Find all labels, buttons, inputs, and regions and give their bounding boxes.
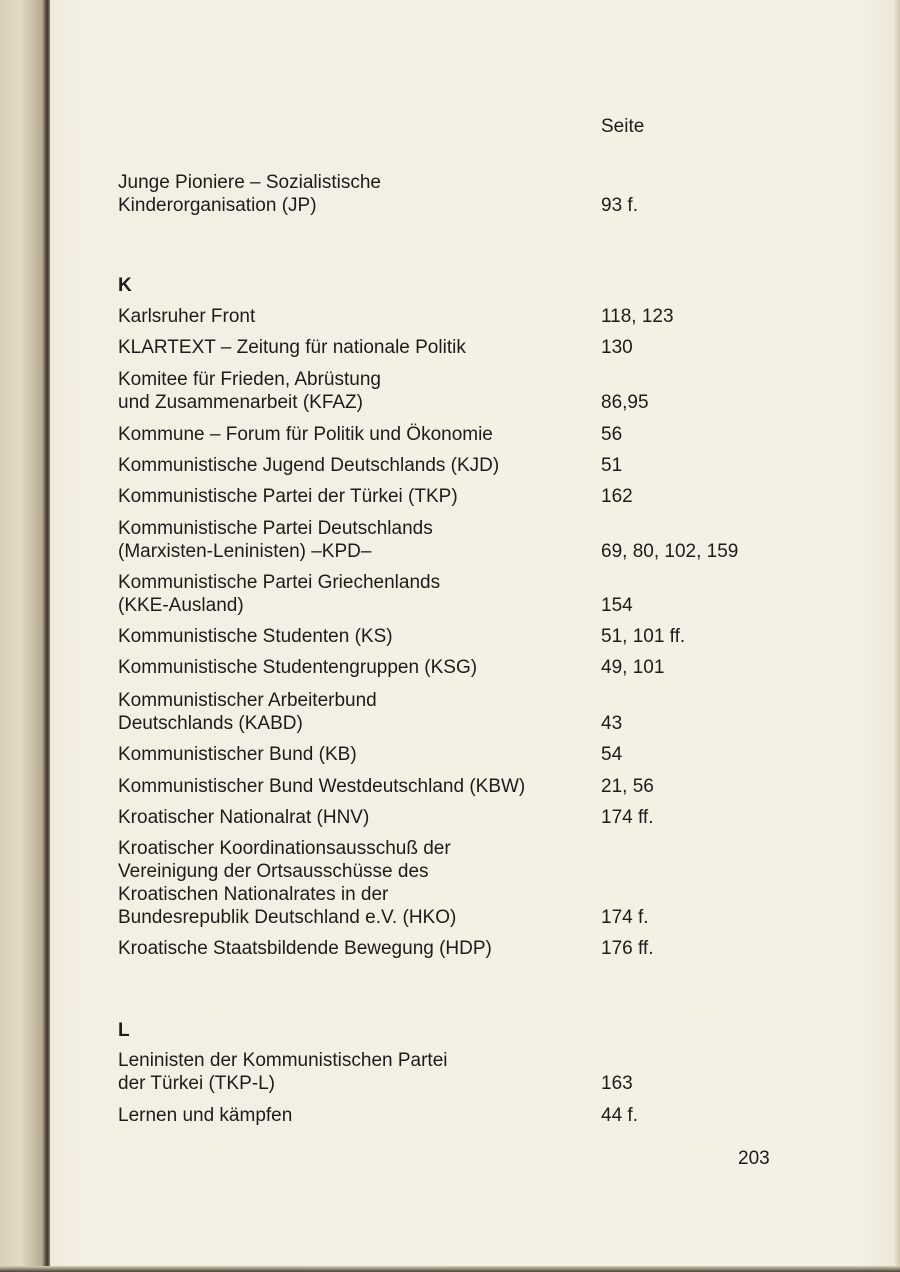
entry-name: [118, 775, 588, 798]
index-entry: [118, 1049, 818, 1095]
entry-pages: 51: [601, 455, 623, 476]
entry-name: [118, 625, 588, 648]
entry-pages: 56: [601, 424, 623, 445]
entry-name: [118, 517, 588, 563]
entry-name: [118, 571, 588, 617]
entry-name-line: Kroatischer Nationalrat (HNV): [118, 807, 370, 828]
entry-pages: 174 f.: [601, 907, 649, 928]
entry-name: [118, 305, 588, 328]
section-letter: L: [118, 1020, 130, 1041]
section-letter: K: [118, 275, 132, 296]
column-header-seite: Seite: [601, 116, 645, 137]
entry-pages: 69, 80, 102, 159: [601, 541, 739, 562]
entry-name-line: Bundesrepublik Deutschland e.V. (HKO): [118, 907, 457, 928]
entry-name-line: Deutschlands (KABD): [118, 713, 303, 734]
index-entry: [118, 937, 818, 960]
book-binding-gutter: [0, 0, 50, 1272]
entry-name-line: Karlsruher Front: [118, 306, 256, 327]
page-bottom-edge: [0, 1266, 900, 1272]
entry-pages: 21, 56: [601, 776, 654, 797]
index-entry: [118, 517, 818, 563]
index-entry: [118, 837, 818, 929]
entry-name-line: Kroatische Staatsbildende Bewegung (HDP): [118, 938, 492, 959]
entry-name: [118, 656, 588, 679]
entry-name-line: Kroatischer Koordinationsausschuß der: [118, 838, 451, 859]
index-entry: [118, 423, 818, 446]
index-entry: [118, 1104, 818, 1127]
entry-name-line: Komitee für Frieden, Abrüstung: [118, 369, 381, 390]
index-entry: [118, 454, 818, 477]
entry-name-line: Kinderorganisation (JP): [118, 195, 317, 216]
index-entry: [118, 571, 818, 617]
entry-name: [118, 423, 588, 446]
entry-name: [118, 171, 588, 217]
index-entry: [118, 305, 818, 328]
entry-pages: 162: [601, 486, 633, 507]
entry-name-line: Kommunistische Partei Deutschlands: [118, 518, 433, 539]
entry-name: [118, 806, 588, 829]
entry-pages: 93 f.: [601, 195, 638, 216]
entry-pages: 44 f.: [601, 1105, 638, 1126]
entry-name: [118, 454, 588, 477]
entry-name: [118, 689, 588, 735]
entry-name: [118, 1049, 588, 1095]
page-number: 203: [738, 1148, 770, 1169]
entry-name-line: Leninisten der Kommunistischen Partei: [118, 1050, 448, 1071]
index-entry: [118, 689, 818, 735]
page-right-edge: [894, 0, 900, 1272]
entry-pages: 118, 123: [601, 306, 674, 327]
entry-pages: 176 ff.: [601, 938, 654, 959]
entry-name-line: Kommunistische Studenten (KS): [118, 626, 393, 647]
index-entry: [118, 656, 818, 679]
entry-name-line: der Türkei (TKP-L): [118, 1073, 275, 1094]
entry-name-line: Kommunistischer Arbeiterbund: [118, 690, 377, 711]
entry-name-line: Kroatischen Nationalrates in der: [118, 884, 389, 905]
entry-name-line: Kommune – Forum für Politik und Ökonomie: [118, 424, 493, 445]
entry-pages: 86,95: [601, 392, 649, 413]
entry-name: [118, 336, 588, 359]
entry-name: [118, 937, 588, 960]
entry-pages: 174 ff.: [601, 807, 654, 828]
entry-name-line: und Zusammenarbeit (KFAZ): [118, 392, 363, 413]
index-entry: [118, 171, 818, 217]
index-entry: [118, 625, 818, 648]
entry-pages: 154: [601, 595, 633, 616]
entry-name-line: Kommunistische Jugend Deutschlands (KJD): [118, 455, 500, 476]
index-entry: [118, 368, 818, 414]
entry-name-line: Kommunistischer Bund Westdeutschland (KBW): [118, 776, 526, 797]
entry-name-line: Kommunistische Partei der Türkei (TKP): [118, 486, 458, 507]
entry-name: [118, 743, 588, 766]
index-entry: [118, 485, 818, 508]
index-entry: [118, 336, 818, 359]
entry-name-line: (Marxisten-Leninisten) –KPD–: [118, 541, 372, 562]
entry-name: [118, 837, 588, 929]
entry-pages: 163: [601, 1073, 633, 1094]
entry-name: [118, 368, 588, 414]
entry-name-line: Vereinigung der Ortsausschüsse des: [118, 861, 429, 882]
index-entry: [118, 743, 818, 766]
entry-pages: 43: [601, 713, 623, 734]
entry-pages: 130: [601, 337, 633, 358]
index-entry: [118, 806, 818, 829]
entry-name-line: Lernen und kämpfen: [118, 1105, 293, 1126]
entry-name-line: Kommunistischer Bund (KB): [118, 744, 357, 765]
entry-pages: 54: [601, 744, 623, 765]
entry-name-line: Kommunistische Partei Griechenlands: [118, 572, 441, 593]
entry-name-line: Junge Pioniere – Sozialistische: [118, 172, 381, 193]
entry-name: [118, 1104, 588, 1127]
entry-name-line: Kommunistische Studentengruppen (KSG): [118, 657, 478, 678]
index-entry: [118, 775, 818, 798]
entry-name-line: (KKE-Ausland): [118, 595, 244, 616]
entry-name: [118, 485, 588, 508]
entry-name-line: KLARTEXT – Zeitung für nationale Politik: [118, 337, 466, 358]
entry-pages: 49, 101: [601, 657, 665, 678]
entry-pages: 51, 101 ff.: [601, 626, 686, 647]
